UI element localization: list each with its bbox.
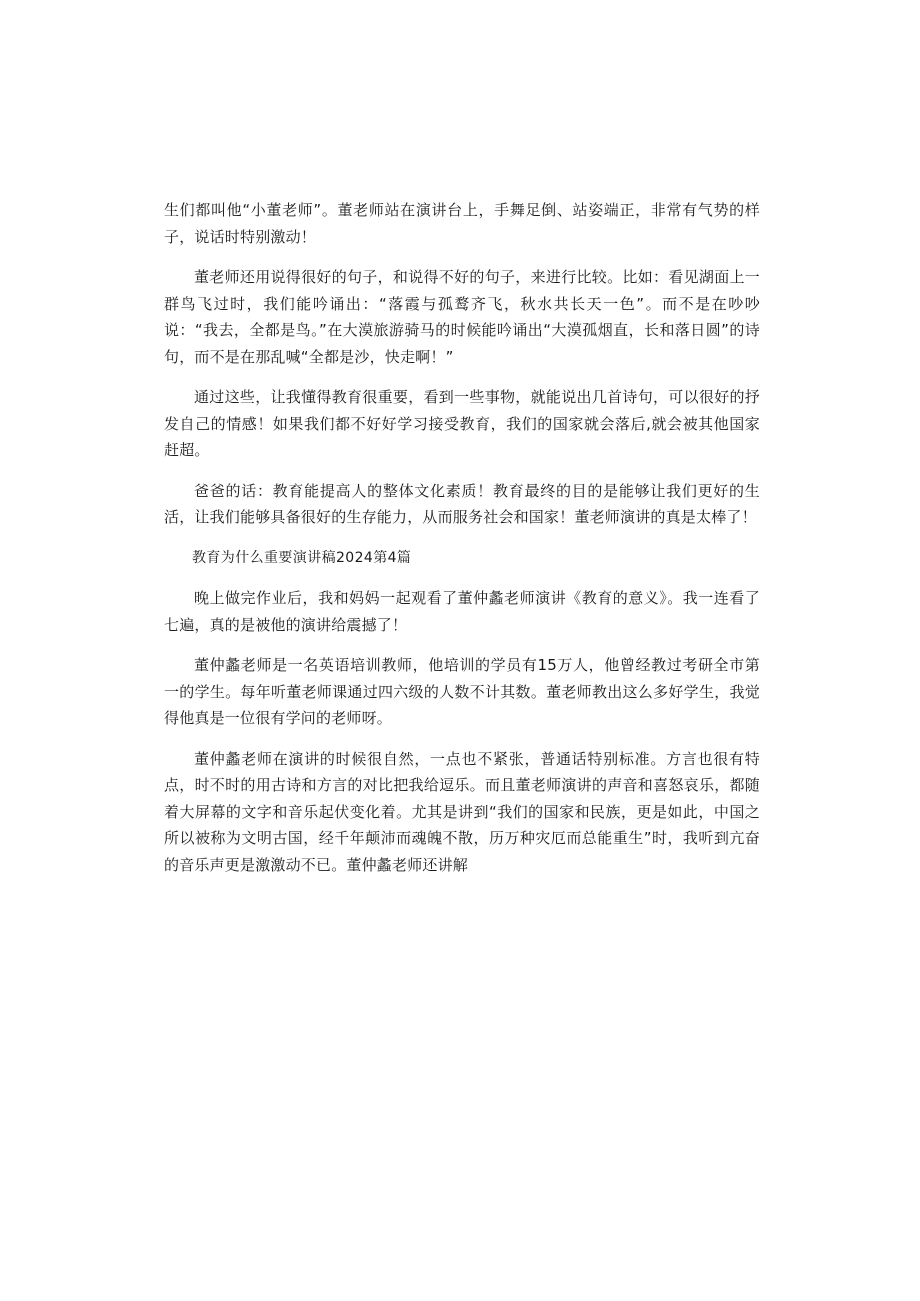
section-heading: 教育为什么重要演讲稿2024第4篇 [192, 549, 412, 566]
paragraph-7: 董仲蠡老师在演讲的时候很自然，一点也不紧张，普通话特别标准。方言也很有特点，时不时的用古诗和方言的对比把我给逗乐。而且董老师演讲的声音和喜怒哀乐，都随着大屏幕的文字和音乐起伏变化着。尤其是讲到“我们的国家和民族，更是如此，中国之所以被称为文明古国，经千年颠沛而魂魄不散，历万种灾厄而总能重生”时，我听到亢奋的音乐声更是激激动不已。董仲蠡老师还讲解 [164, 749, 760, 874]
paragraph-6: 董仲蠡老师是一名英语培训教师，他培训的学员有15万人，他曾经教过考研全市第一的学生。每年听董老师课通过四六级的人数不计其数。董老师教出这么多好学生，我觉得他真是一位很有学问的老师呀。 [164, 656, 760, 727]
paragraph-2: 董老师还用说得很好的句子，和说得不好的句子，来进行比较。比如：看见湖面上一群鸟飞过时，我们能吟诵出：“落霞与孤鹜齐飞，秋水共长天一色”。而不是在吵吵说：“我去，全都是鸟。”在大漠旅游骑马的时候能吟诵出“大漠孤烟直，长和落日圆”的诗句，而不是在那乱喊“全都是沙，快走啊！” [164, 268, 760, 366]
document-body [164, 197, 760, 892]
paragraph-1: 生们都叫他“小董老师”。董老师站在演讲台上，手舞足倒、站姿端正，非常有气势的样子，说话时特别激动！ [164, 201, 760, 246]
paragraph-5: 晚上做完作业后，我和妈妈一起观看了董仲蠡老师演讲《教育的意义》。我一连看了七遍，真的是被他的演讲给震撼了！ [164, 589, 760, 634]
paragraph-3: 通过这些，让我懂得教育很重要，看到一些事物，就能说出几首诗句，可以很好的抒发自己的情感！如果我们都不好好学习接受教育，我们的国家就会落后,就会被其他国家赶超。 [164, 388, 760, 459]
paragraph-4: 爸爸的话：教育能提高人的整体文化素质！教育最终的目的是能够让我们更好的生活，让我们能够具备很好的生存能力，从而服务社会和国家！董老师演讲的真是太棒了！ [164, 481, 760, 526]
